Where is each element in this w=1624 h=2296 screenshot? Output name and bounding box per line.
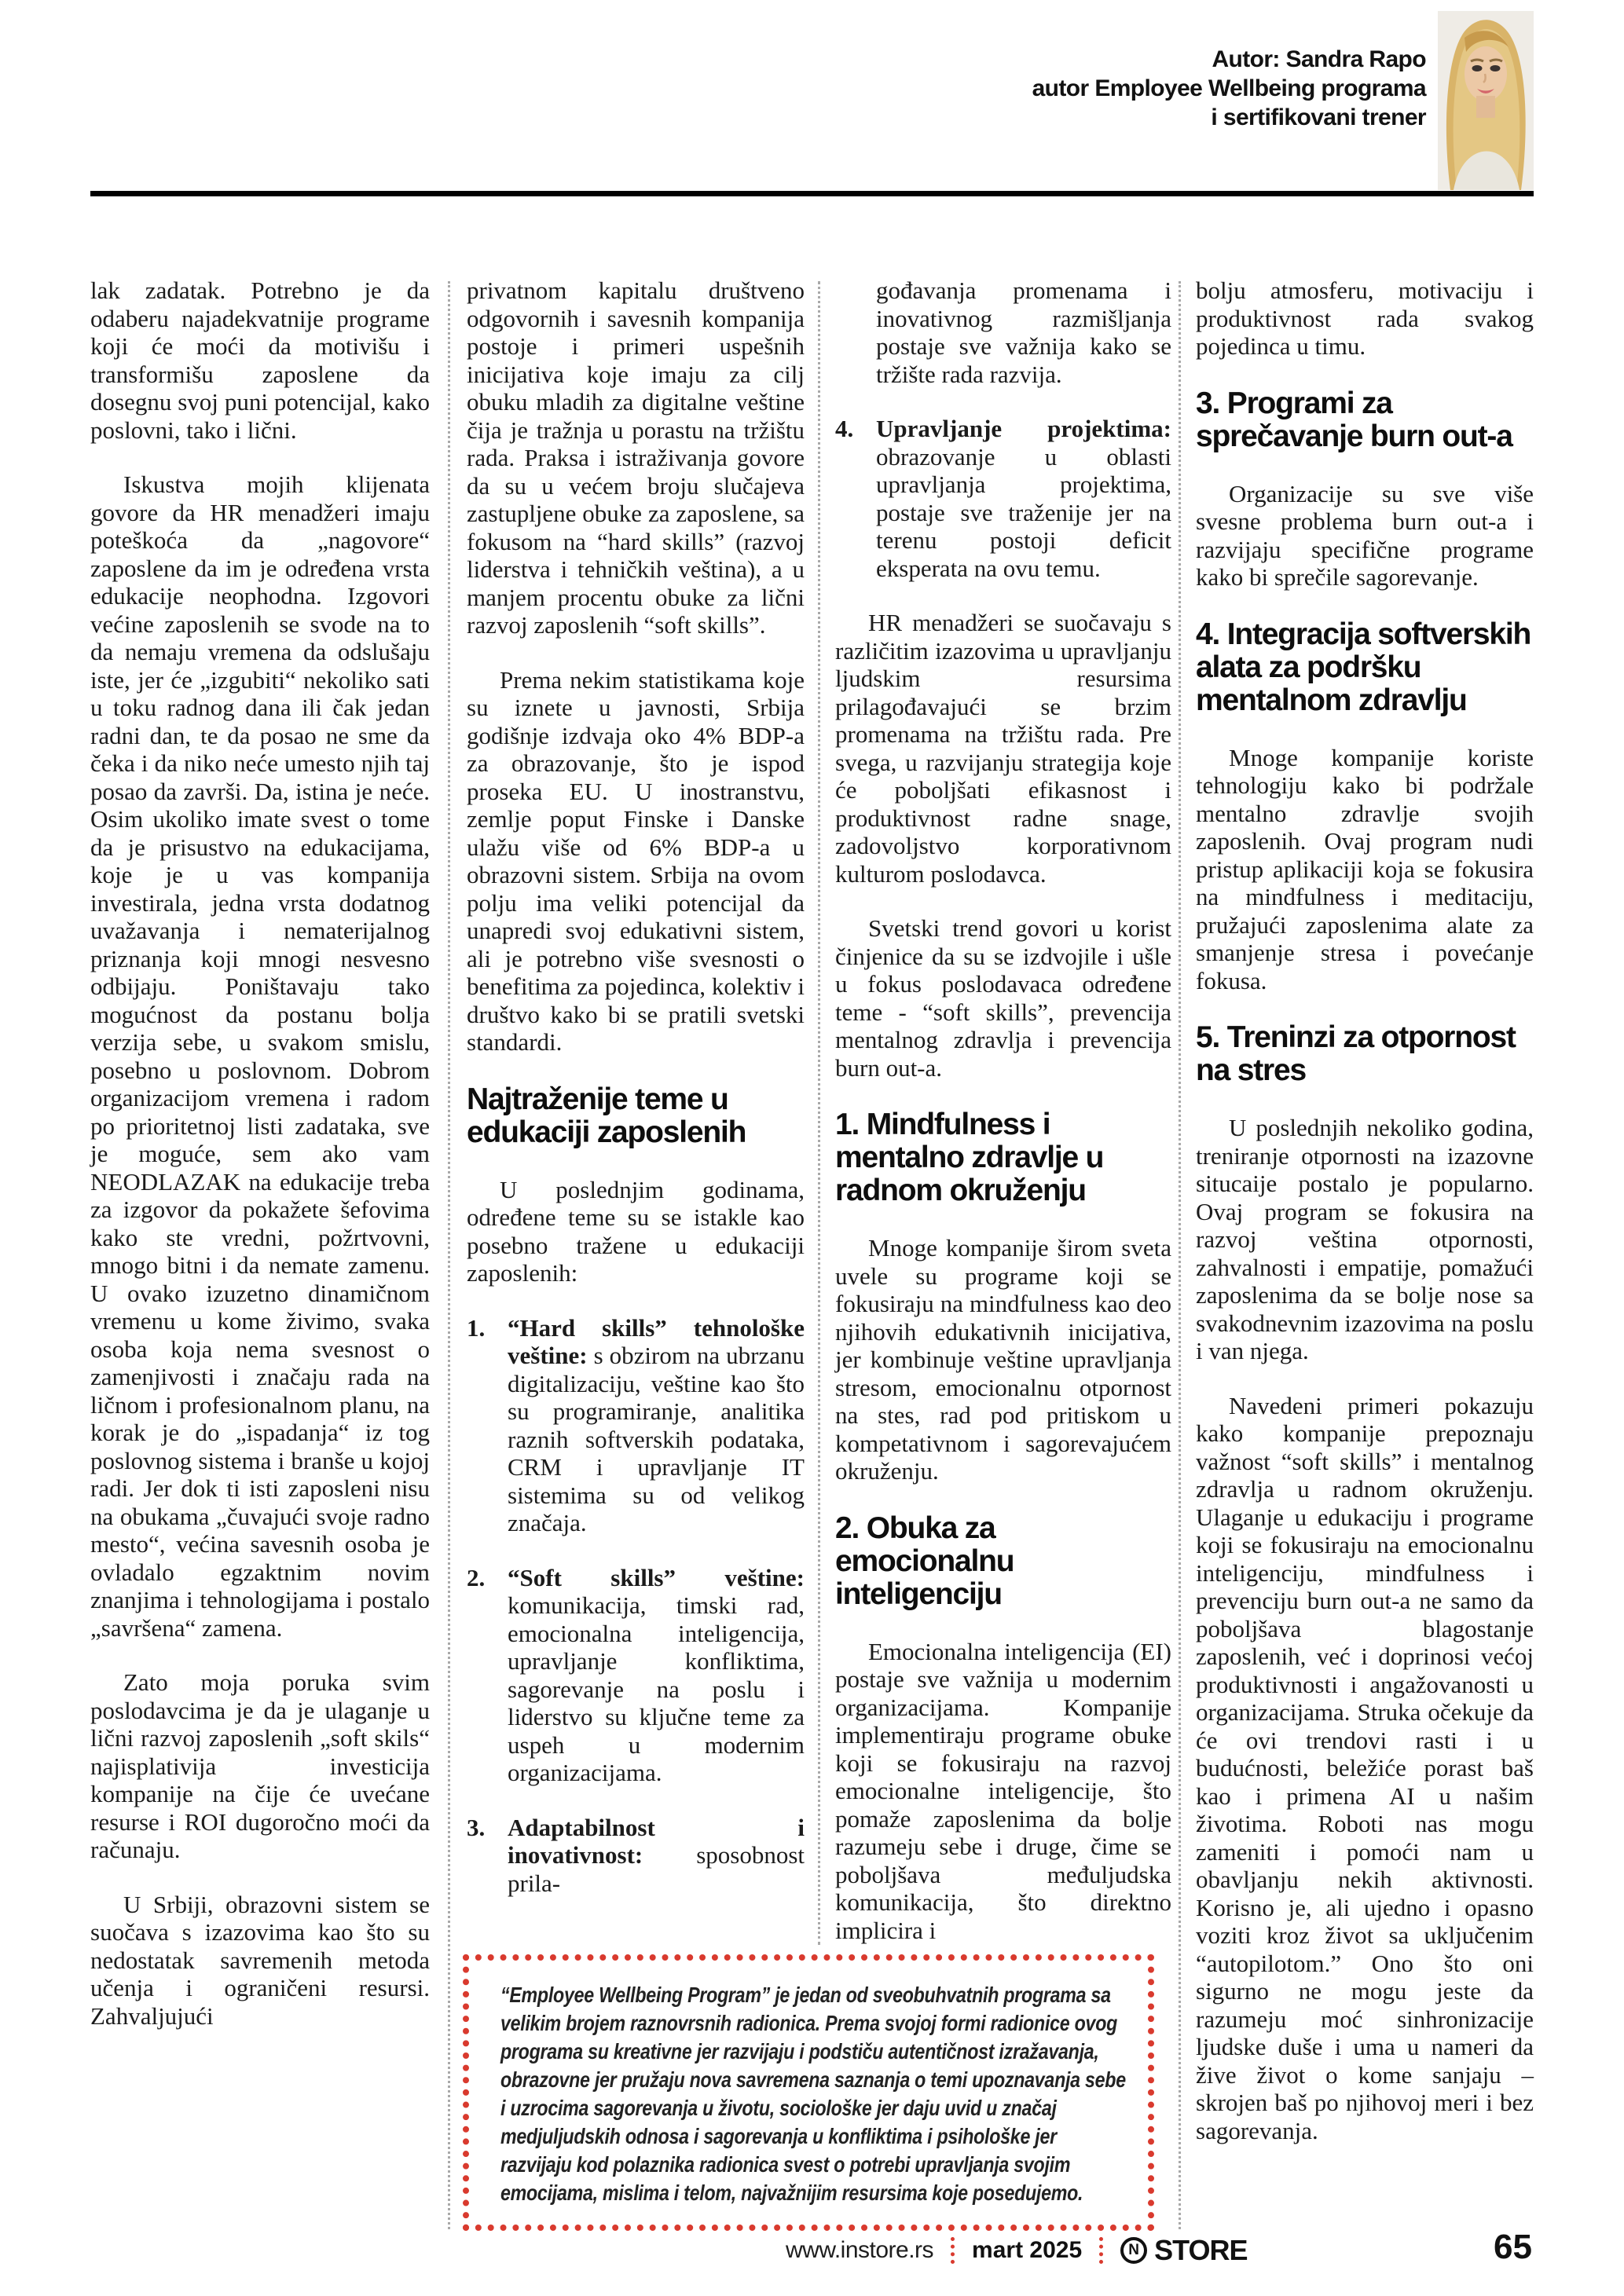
footer-info xyxy=(786,2234,1248,2267)
author-credit-line: Autor: Sandra Rapo xyxy=(1212,46,1426,72)
instore-logo-text: STORE xyxy=(1154,2234,1248,2266)
text-column-2 xyxy=(467,276,805,1924)
list-item-soft-skills xyxy=(467,1564,805,1787)
page-number: 65 xyxy=(1494,2228,1532,2266)
list-number: 2. xyxy=(467,1563,486,1591)
column-separator xyxy=(448,281,450,2229)
section-heading-software: 4. Integracija softverskih alata za podršku mentalnom zdravlju xyxy=(1196,617,1531,717)
instore-logo xyxy=(1120,2234,1247,2267)
column-separator xyxy=(818,281,820,1945)
list-lead: “Hard skills” tehnološke veštine: xyxy=(508,1313,805,1369)
list-text: komunikacija, timski rad, emocionalna inteligencija, upravljanje konfliktima, sagorevanje na poslu i liderstvo su ključne teme za uspeh u modernim organizacijama. xyxy=(508,1591,805,1786)
author-credit-line: autor Employee Wellbeing programa xyxy=(1032,75,1426,101)
section-heading-emotional-intelligence: 2. Obuka za emocionalnu inteligenciju xyxy=(835,1511,1014,1611)
issue-date: mart 2025 xyxy=(972,2237,1083,2263)
author-photo xyxy=(1438,11,1534,190)
body-paragraph: HR menadžeri se suočavaju s različitim izazovima u upravljanju ljudskim resursima prilagođavajući se brzim promenama na tržištu rada. Pre svega, u razvijanju strategija koje će poboljšati efikasnost i produktivnost radne snage, zadovoljstvo korporativnom kulturom poslodavca. xyxy=(835,609,1171,888)
list-lead: “Soft skills” veštine: xyxy=(508,1563,805,1591)
body-paragraph: U Srbiji, obrazovni sistem se suočava s izazovima kao što su nedostatak savremenih metoda učenja i ograničeni resursi. Zahvaljujući xyxy=(90,1890,430,2030)
body-paragraph: Zato moja poruka svim poslodavcima je da je ulaganje u lični razvoj zaposlenih „soft skils“ najisplativija investicija kompanije na čije će uvećane resurse i ROI dugoročno moći da računaju. xyxy=(90,1668,430,1863)
callout-text: “Employee Wellbeing Program” je jedan od sveobuhvatnih programa sa velikim brojem raznovrsnih radionica. Prema svojoj formi radionice ovog programa su kreativne jer razvijaju i podstiču autentičnost izražavanja, obrazovne jer pružaju nova savremena saznanja o temi upoznavanja sebe i uzrocima sagorevanja u životu, sociološke jer daju uvid u značaj medjuljudskih odnosa i sagorevanja u konfliktima i psihološke jer razvijaju kod polaznika radionica svest o potrebi upravljanja svojim emocijama, mislima i telom, najvažnijim resursima koje posedujemo. xyxy=(500,1983,1126,2205)
body-paragraph: Organizacije su sve više svesne problema burn out-a i razvijaju specifične programe kako bi sprečile sagorevanje. xyxy=(1196,479,1534,591)
body-paragraph: Mnoge kompanije širom sveta uvele su programe koji se fokusiraju na mindfulness kao deo njihovih edukativnih inicijativa, jer kombinuje veštine upravljanja stresom, emocionalnu otpornost na stes, rad pod pritiskom u kompetativnom i sagorevajućem okruženju. xyxy=(835,1234,1171,1485)
header-rule xyxy=(90,191,1534,196)
body-paragraph: Emocionalna inteligencija (EI) postaje sve važnija u modernim organizacijama. Kompanije implementiraju programe obuke koji se fokusiraju na razvoj emocionalne inteligencije, što pomaže zaposlenima da bolje razumeju sebe i druge, čime se poboljšava međuljudska komunikacija, što direktno implicira i xyxy=(835,1637,1171,1944)
author-credit-line: i sertifikovani trener xyxy=(1211,104,1426,130)
column-separator xyxy=(1179,281,1181,2229)
list-number: 4. xyxy=(835,415,854,442)
body-paragraph: U poslednjih nekoliko godina, treniranje otpornosti na izazovne situcaije postalo je popularno. Ovaj program se fokusira na razvoj veština otpornosti, zahvalnosti i empatije, pomažući zaposlenima da se bolje nose sa svakodnevnim izazovima na poslu i van njega. xyxy=(1196,1114,1534,1364)
instore-logo-icon: N xyxy=(1120,2237,1147,2264)
website-url: www.instore.rs xyxy=(786,2237,934,2263)
body-paragraph: Navedeni primeri pokazuju kako kompanije prepoznaju važnost “soft skills” i mentalnog zdravlja u radnom okruženju. Ulaganje u edukaciju i programe koji se fokusiraju na emocionalnu inteligenciju, mindfulness i prevenciju burn out-a ne samo da poboljšava blagostanje zaposlenih, već i doprinosi većoj produktivnosti i angažovanosti u organizacijama. Struka očekuje da će ovi trendovi rasti i u budućnosti, beležiće porast baš kao i primena AI u našim životima. Roboti nas mogu zameniti i pomoći nam u obavljanju nekih aktivnosti. Korisno je, ali ujedno i opasno voziti kroz život sa uključenim “autopilotom.” Ono što oni sigurno ne mogu jeste da razumeju moć sinhronizacije ljudske duše i uma u nameri da žive život o kome sanjaju – skrojen baš po njihovoj meri i bez sagorevanja. xyxy=(1196,1391,1534,2144)
body-paragraph: bolju atmosferu, motivaciju i produktivnost rada svakog pojedinca u timu. xyxy=(1196,276,1534,360)
body-paragraph: U poslednjim godinama, određene teme su se istakle kao posebno tražene u edukaciji zaposlenih: xyxy=(467,1175,805,1287)
list-lead: Upravljanje projektima: xyxy=(876,415,1171,442)
text-column-3 xyxy=(835,276,1171,1971)
list-text: sposobnost prila- xyxy=(508,1841,805,1897)
footer-separator xyxy=(1099,2237,1103,2264)
section-heading-stress-resilience: 5. Treninzi za otpornost na stres xyxy=(1196,1020,1516,1087)
body-paragraph: Svetski trend govori u korist činjenice da su se izdvojile i ušle u fokus poslodavaca određene teme - “soft skills”, prevencija mentalnog zdravlja i prevencija burn out-a. xyxy=(835,914,1171,1082)
wellbeing-program-callout xyxy=(463,1954,1154,2231)
page-footer xyxy=(0,2228,1624,2278)
author-credit xyxy=(1032,45,1426,132)
body-paragraph: lak zadatak. Potrebno je da odaberu najadekvatnije programe koji će moći da motivišu i transformišu zaposlene da dosegnu svoj puni potencijal, kako poslovni, tako i lični. xyxy=(90,276,430,444)
section-heading-burnout: 3. Programi za sprečavanje burn out-a xyxy=(1196,386,1512,453)
list-item-adaptability xyxy=(467,1814,805,1898)
body-paragraph: privatnom kapitalu društveno odgovornih i savesnih kompanija postoje i primeri uspešnih inicijativa koje imaju za cilj obuku mladih za digitalne veštine čija je tražnja u porastu na tržištu rada. Praksa i istraživanja govore da su u većem broju slučajeva zastupljene obuke za zaposlene, sa fokusom na “hard skills” (razvoj liderstva i tehničkih veština), a u manjem procentu obuke za lični razvoj zaposlenih “soft skills”. xyxy=(467,276,805,639)
body-paragraph: Iskustva mojih klijenata govore da HR menadžeri imaju poteškoća da „nagovore“ zaposlene da im je određena vrsta edukacije neophodna. Izgovori većine zaposlenih se svode na to da nemaju vremena da odslušaju iste, jer će „izgubiti“ nekoliko sati u toku radnog dana ili čak jedan radni dan, te da posao ne sme da čeka i da niko neće umesto njih taj posao da završi. Da, istina je neće. Osim ukoliko imate svest o tome da je prisustvo na edukacijama, koje je u vas kompanija investirala, jedna vrsta dodatnog uvažavanja i nematerijalnog priznanja koji mnogi nesvesno odbijaju. Poništavaju tako mogućnost da postanu bolja verzija sebe, u svakom smislu, posebno u poslovnom. Dobrom organizacijom vremena i radom po prioritetnoj listi zadataka, sve je moguće, sem ako vam NEODLAZAK na edukacije treba za izgovor da pokažete šefovima kako ste vredni, požrtvovni, mnogo bitni i da nemate zamenu. U ovako izuzetno dinamičnom vremenu u kome živimo, svaka osoba koja nema svesnost o zamenjivosti i značaju rada na ličnom i profesionalnom planu, na korak je do „ispadanja“ iz tog poslovnog sistema i branše u kojoj radi. Jer dok ti isti zaposleni nisu na obukama „čuvajući svoje radno mesto“, većina savesnih osoba je ovladalo egzaktnim novim znanjima i tehnologijama i postalo „savršena“ zamena. xyxy=(90,471,430,1642)
list-number: 3. xyxy=(467,1813,486,1841)
list-lead: Adaptabilnost i inovativnost: xyxy=(508,1813,805,1869)
body-paragraph: Mnoge kompanije koriste tehnologiju kako bi podržale mentalno zdravlje svojih zaposlenih. Ovaj program nudi pristup aplikaciji koja se fokusira na mindfulness i meditaciju, pružajući zaposlenima alate za smanjenje stresa i povećanje fokusa. xyxy=(1196,743,1534,994)
list-item-project-management xyxy=(835,415,1171,582)
list-text: s obzirom na ubrzanu digitalizaciju, veštine kao što su programiranje, analitika raznih softverskih podataka, CRM i upravljanje IT sistemima su od velikog značaja. xyxy=(508,1342,805,1536)
body-paragraph: Prema nekim statistikama koje su iznete u javnosti, Srbija godišnje izdvaja oko 4% BDP-a za obrazovanje, što je ispod proseka EU. U inostranstvu, zemlje poput Finske i Danske ulažu više od 6% BDP-a u obrazovni sistem. Srbija na ovom polju ima veliki potencijal da unapredi svoj edukativni sistem, ali je potrebno više svesnosti o benefitima za pojedinca, kolektiv i društvo kako bi se pratili svetski standardi. xyxy=(467,665,805,1056)
list-item-hard-skills xyxy=(467,1314,805,1537)
section-heading-topics: Najtraženije teme u edukaciji zaposlenih xyxy=(467,1082,746,1149)
list-item-continuation: gođavanja promenama i inovativnog razmišljanja postaje sve važnija kako se tržište rada razvija. xyxy=(876,276,1171,388)
text-column-1 xyxy=(90,276,430,2056)
footer-separator xyxy=(951,2237,955,2264)
text-column-4 xyxy=(1196,276,1534,2171)
list-number: 1. xyxy=(467,1313,486,1342)
section-heading-mindfulness: 1. Mindfulness i mentalno zdravlje u radnom okruženju xyxy=(835,1108,1104,1207)
list-text: obrazovanje u oblasti upravljanja projektima, postaje sve traženije jer na terenu postoji deficit eksperata na ovu temu. xyxy=(876,442,1171,582)
